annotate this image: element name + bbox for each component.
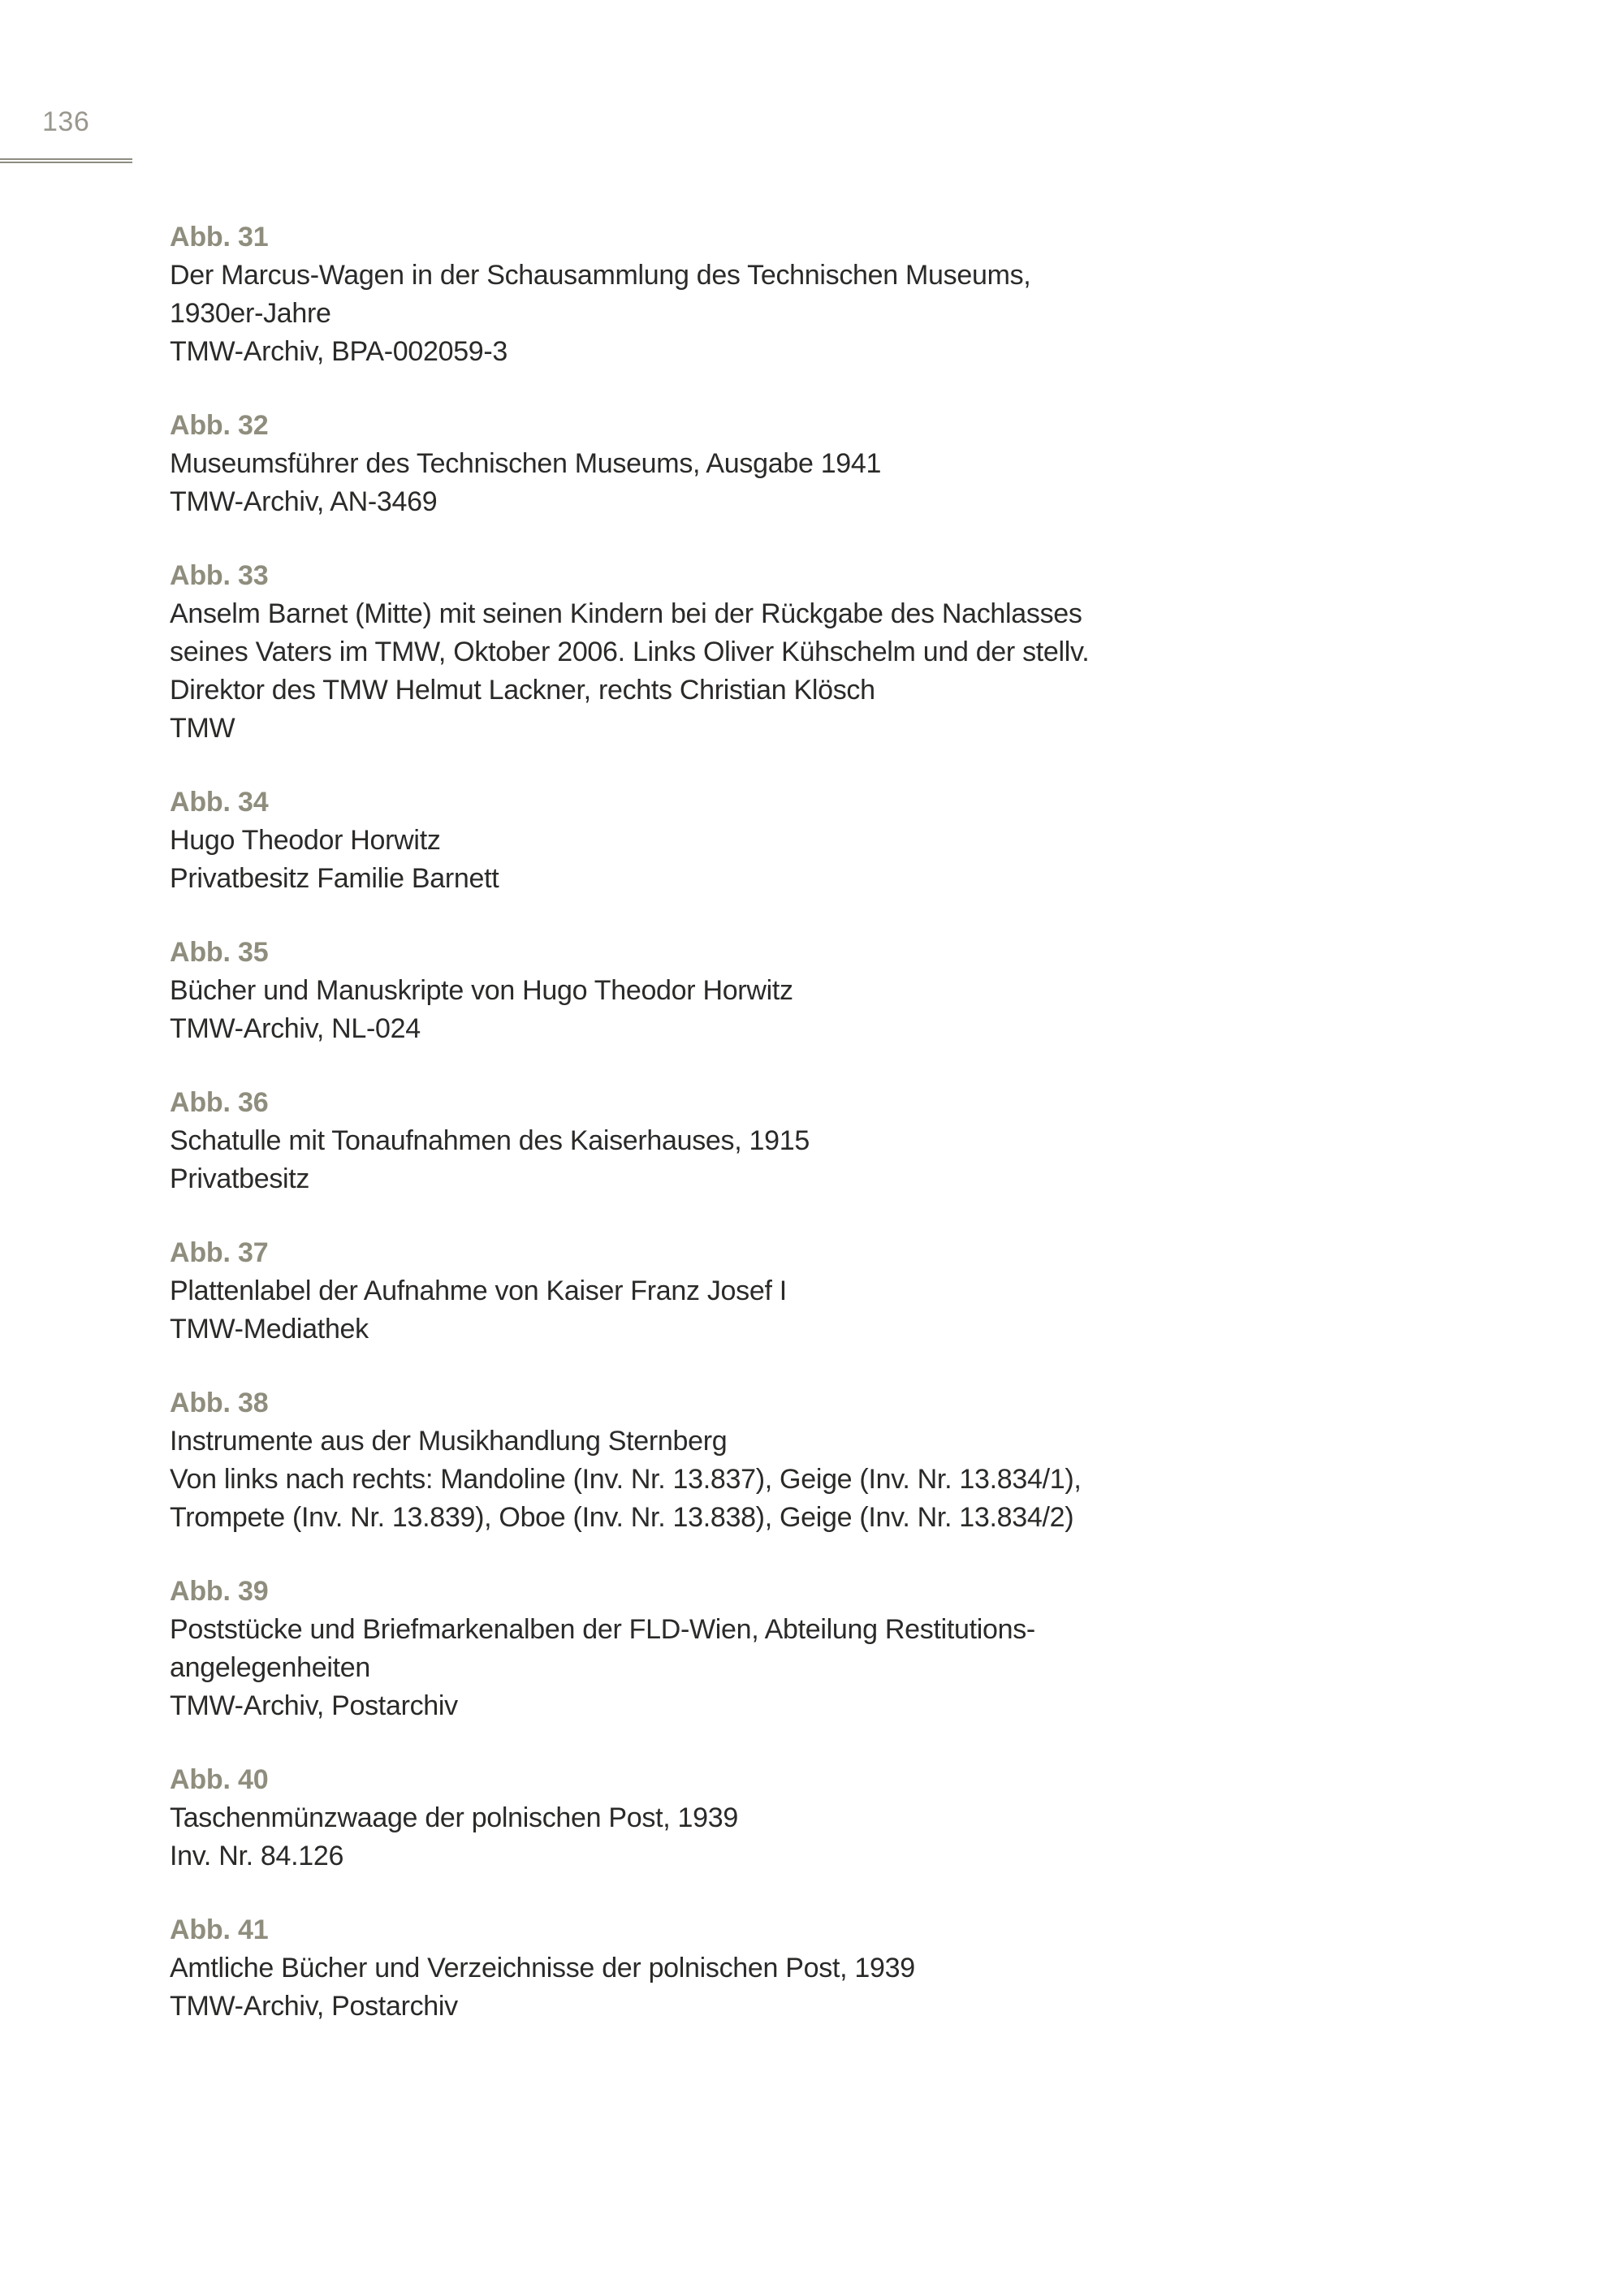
page-number: 136 — [42, 106, 90, 137]
caption-list — [170, 218, 1501, 2061]
figure-caption-abb-35 — [170, 934, 1501, 1048]
caption-line: 1930er-Jahre — [170, 298, 331, 329]
caption-line: Museumsführer des Technischen Museums, Ausgabe 1941 — [170, 448, 882, 479]
caption-line: Von links nach rechts: Mandoline (Inv. Nr. 13.837), Geige (Inv. Nr. 13.834/1), — [170, 1464, 1082, 1495]
caption-line: Taschenmünzwaage der polnischen Post, 1939 — [170, 1802, 738, 1833]
caption-line: Poststücke und Briefmarkenalben der FLD-Wien, Abteilung Restitutions- — [170, 1614, 1035, 1645]
caption-line: Inv. Nr. 84.126 — [170, 1841, 344, 1871]
caption-line: Privatbesitz Familie Barnett — [170, 863, 499, 894]
caption-line: Bücher und Manuskripte von Hugo Theodor Horwitz — [170, 975, 793, 1006]
caption-label: Abb. 39 — [170, 1576, 269, 1607]
caption-label: Abb. 37 — [170, 1237, 269, 1268]
caption-line: Der Marcus-Wagen in der Schausammlung des Technischen Museums, — [170, 260, 1031, 291]
header-double-rule — [0, 158, 132, 163]
caption-line: Schatulle mit Tonaufnahmen des Kaiserhauses, 1915 — [170, 1125, 810, 1156]
figure-caption-abb-39 — [170, 1573, 1501, 1725]
caption-label: Abb. 38 — [170, 1388, 269, 1418]
caption-line: seines Vaters im TMW, Oktober 2006. Links Oliver Kühschelm und der stellv. — [170, 637, 1090, 667]
figure-caption-abb-40 — [170, 1761, 1501, 1875]
caption-line: Privatbesitz — [170, 1163, 310, 1194]
caption-line: TMW-Archiv, Postarchiv — [170, 1991, 458, 2022]
caption-line: angelegenheiten — [170, 1652, 370, 1683]
caption-label: Abb. 31 — [170, 222, 269, 253]
caption-label: Abb. 36 — [170, 1087, 269, 1118]
figure-caption-abb-37 — [170, 1234, 1501, 1349]
figure-caption-abb-36 — [170, 1084, 1501, 1198]
caption-line: Direktor des TMW Helmut Lackner, rechts Christian Klösch — [170, 675, 875, 706]
figure-caption-abb-31 — [170, 218, 1501, 371]
caption-line: TMW-Archiv, BPA-002059-3 — [170, 336, 508, 367]
figure-caption-abb-41 — [170, 1911, 1501, 2026]
caption-label: Abb. 35 — [170, 937, 269, 968]
caption-line: TMW — [170, 713, 235, 744]
caption-line: TMW-Mediathek — [170, 1314, 369, 1345]
caption-label: Abb. 34 — [170, 787, 269, 818]
caption-line: TMW-Archiv, Postarchiv — [170, 1690, 458, 1721]
caption-line: Hugo Theodor Horwitz — [170, 825, 441, 856]
figure-caption-abb-34 — [170, 783, 1501, 898]
caption-line: Plattenlabel der Aufnahme von Kaiser Franz Josef I — [170, 1275, 787, 1306]
caption-line: Trompete (Inv. Nr. 13.839), Oboe (Inv. Nr. 13.838), Geige (Inv. Nr. 13.834/2) — [170, 1502, 1074, 1533]
caption-line: Instrumente aus der Musikhandlung Sternberg — [170, 1426, 728, 1457]
caption-label: Abb. 41 — [170, 1914, 269, 1945]
figure-caption-abb-38 — [170, 1384, 1501, 1537]
caption-line: TMW-Archiv, AN-3469 — [170, 486, 438, 517]
caption-line: Amtliche Bücher und Verzeichnisse der polnischen Post, 1939 — [170, 1953, 915, 1983]
caption-line: Anselm Barnet (Mitte) mit seinen Kindern bei der Rückgabe des Nachlasses — [170, 598, 1082, 629]
caption-label: Abb. 40 — [170, 1764, 269, 1795]
caption-label: Abb. 32 — [170, 410, 269, 441]
caption-line: TMW-Archiv, NL-024 — [170, 1013, 421, 1044]
figure-caption-abb-32 — [170, 407, 1501, 521]
caption-label: Abb. 33 — [170, 560, 269, 591]
figure-caption-abb-33 — [170, 557, 1501, 748]
